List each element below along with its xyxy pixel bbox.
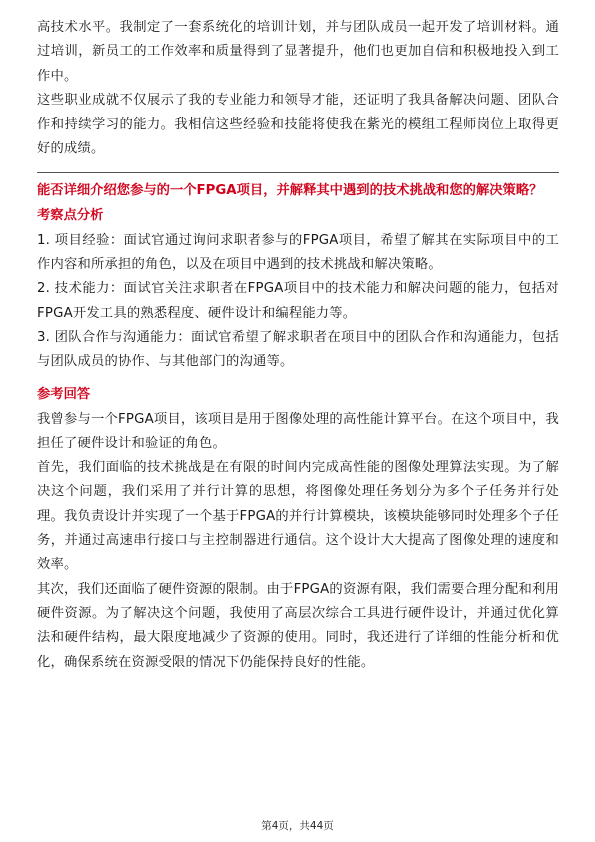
analysis-heading: 考察点分析 — [37, 207, 104, 223]
answer-heading: 参考回答 — [37, 386, 91, 402]
analysis-item: 3. 团队合作与沟通能力：面试官希望了解求职者在项目中的团队合作和沟通能力，包括与团队成员的协作、与其他部门的沟通等。 — [37, 329, 559, 370]
page-number: 第4页，共44页 — [261, 820, 334, 832]
analysis-item: 2. 技术能力：面试官关注求职者在FPGA项目中的技术能力和解决问题的能力，包括对FPGA开发工具的熟悉程度、硬件设计和编程能力等。 — [37, 281, 559, 321]
intro-paragraph: 高技术水平。我制定了一套系统化的培训计划，并与团队成员一起开发了培训材料。通过培训，新员工的工作效率和质量得到了显著提升，他们也更加自信和积极地投入到工作中。 — [37, 20, 559, 84]
page-content — [37, 16, 559, 675]
interview-question: 能否详细介绍您参与的一个FPGA项目，并解释其中遇到的技术挑战和您的解决策略？ — [37, 182, 543, 198]
answer-paragraph: 其次，我们还面临了硬件资源的限制。由于FPGA的资源有限，我们需要合理分配和利用硬件资源。为了解决这个问题，我使用了高层次综合工具进行硬件设计，并通过优化算法和硬件结构，最大限度地减少了资源的使用。同时，我还进行了详细的性能分析和优化，确保系统在资源受限的情况下仍能保持良好的性能。 — [37, 581, 559, 670]
answer-paragraph: 我曾参与一个FPGA项目，该项目是用于图像处理的高性能计算平台。在这个项目中，我担任了硬件设计和验证的角色。 — [37, 411, 559, 451]
section-divider — [37, 172, 559, 173]
answer-paragraph: 首先，我们面临的技术挑战是在有限的时间内完成高性能的图像处理算法实现。为了解决这个问题，我们采用了并行计算的思想，将图像处理任务划分为多个子任务并行处理。我负责设计并实现了一个基于FPGA的并行计算模块，该模块能够同时处理多个子任务，并通过高速串行接口与主控制器进行通信。这个设计大大提高了图像处理的速度和效率。 — [37, 460, 559, 573]
intro-paragraph: 这些职业成就不仅展示了我的专业能力和领导才能，还证明了我具备解决问题、团队合作和持续学习的能力。我相信这些经验和技能将使我在紫光的模组工程师岗位上取得更好的成绩。 — [37, 92, 559, 157]
analysis-item: 1. 项目经验：面试官通过询问求职者参与的FPGA项目，希望了解其在实际项目中的工作内容和所承担的角色，以及在项目中遇到的技术挑战和解决策略。 — [37, 232, 559, 273]
